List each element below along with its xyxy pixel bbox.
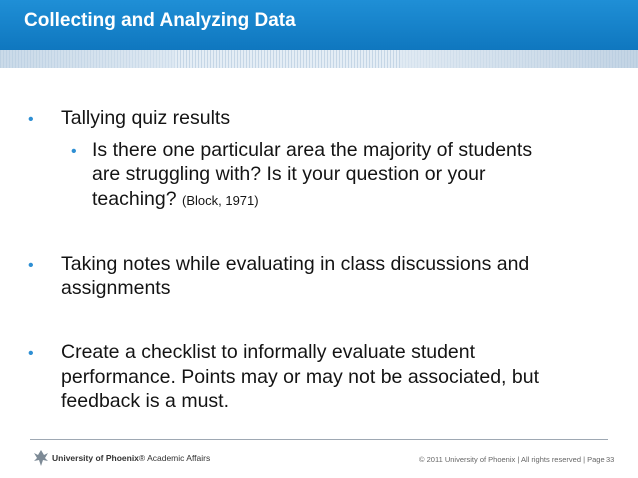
bullet-3-line-2: performance. Points may or may not be associated, but [61,366,539,388]
sub-bullet-line-3 [92,188,259,212]
bullet-2-line-1: Taking notes while evaluating in class discussions and [61,253,530,275]
bullet-icon: • [28,257,34,274]
university-logo-text [52,453,210,463]
slide-title: Collecting and Analyzing Data [24,10,296,31]
org-suffix: ® Academic Affairs [138,453,211,463]
bullet-icon: • [71,143,77,160]
bullet-3-line-3: feedback is a must. [61,390,229,412]
slide-header-bar [0,0,638,50]
phoenix-logo-icon [33,449,49,467]
bullet-icon: • [28,345,34,362]
sub-bullet-line-2: are struggling with? Is it your question or your [92,163,486,185]
org-name: University of Phoenix [52,453,139,463]
bullet-1-text: Tallying quiz results [61,107,231,129]
sub-bullet-line-3-text: teaching? [92,188,177,210]
copyright-text: © 2011 University of Phoenix | All rights reserved | Page [419,455,605,464]
bullet-2-line-2: assignments [61,277,171,299]
page-number: 33 [606,455,615,464]
bullet-icon: • [28,111,34,128]
footer-divider [30,439,608,440]
band-shade-left [0,50,175,68]
sub-bullet-line-1: Is there one particular area the majority of students [92,139,533,161]
citation: (Block, 1971) [182,193,259,208]
bullet-3-line-1: Create a checklist to informally evaluate student [61,341,476,363]
band-shade-right [400,50,638,68]
